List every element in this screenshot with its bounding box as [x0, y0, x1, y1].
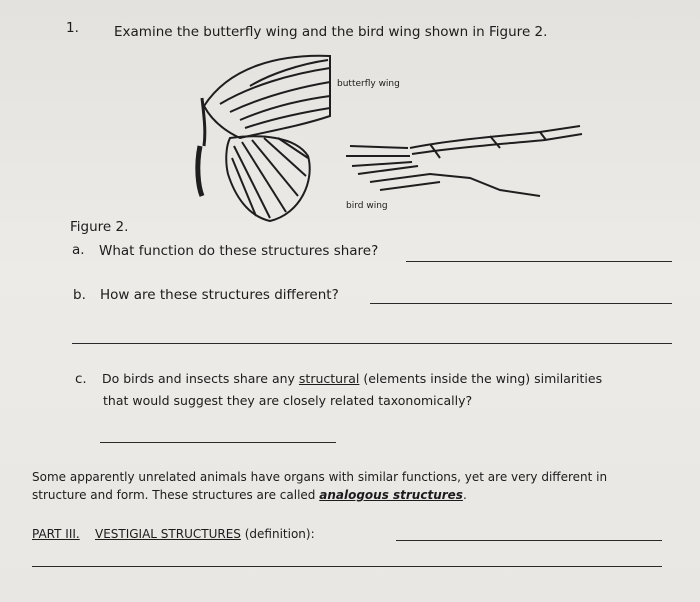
- part-b-answer-line-2[interactable]: [72, 343, 672, 344]
- part-b-question: How are these structures different?: [100, 287, 339, 303]
- part3-title: VESTIGIAL STRUCTURES: [94, 527, 241, 541]
- part-a-answer-line[interactable]: [406, 261, 672, 262]
- part-c-text-post: (elements inside the wing) similarities: [359, 371, 603, 386]
- part3-label: PART III.: [32, 527, 80, 541]
- bird-wing-label: bird wing: [346, 201, 388, 211]
- part-c-marker: c.: [75, 371, 87, 387]
- part-c-answer-line[interactable]: [100, 442, 336, 443]
- figure-caption: Figure 2.: [70, 219, 129, 235]
- part3-suffix: (definition):: [244, 527, 315, 541]
- part-c-question-line-1: [102, 371, 602, 386]
- butterfly-wing-label: butterfly wing: [337, 79, 400, 89]
- butterfly-wing-drawing: [190, 46, 340, 226]
- part-a-marker: a.: [72, 242, 85, 258]
- question-text: Examine the butterfly wing and the bird wing shown in Figure 2.: [114, 24, 548, 40]
- part-b-marker: b.: [73, 287, 86, 303]
- part-b-answer-line-1[interactable]: [370, 303, 672, 304]
- part3-answer-line-2[interactable]: [32, 566, 662, 567]
- analogous-paragraph-line-2: [32, 488, 467, 502]
- part-c-question-line-2: that would suggest they are closely related taxonomically?: [103, 393, 473, 408]
- question-number: 1.: [66, 20, 79, 36]
- part-c-underlined-word: structural: [298, 371, 360, 386]
- part-a-question: What function do these structures share?: [99, 243, 379, 259]
- analogous-paragraph-line-1: Some apparently unrelated animals have organs with similar functions, yet are very different in: [32, 470, 608, 484]
- analogous-term: analogous structures: [319, 488, 463, 502]
- analogous-text-pre: structure and form. These structures are called: [32, 488, 320, 502]
- part3-answer-line-1[interactable]: [396, 540, 662, 541]
- part3-heading: [32, 527, 315, 541]
- part-c-text-pre: Do birds and insects share any: [102, 371, 299, 386]
- analogous-text-post: .: [462, 488, 467, 502]
